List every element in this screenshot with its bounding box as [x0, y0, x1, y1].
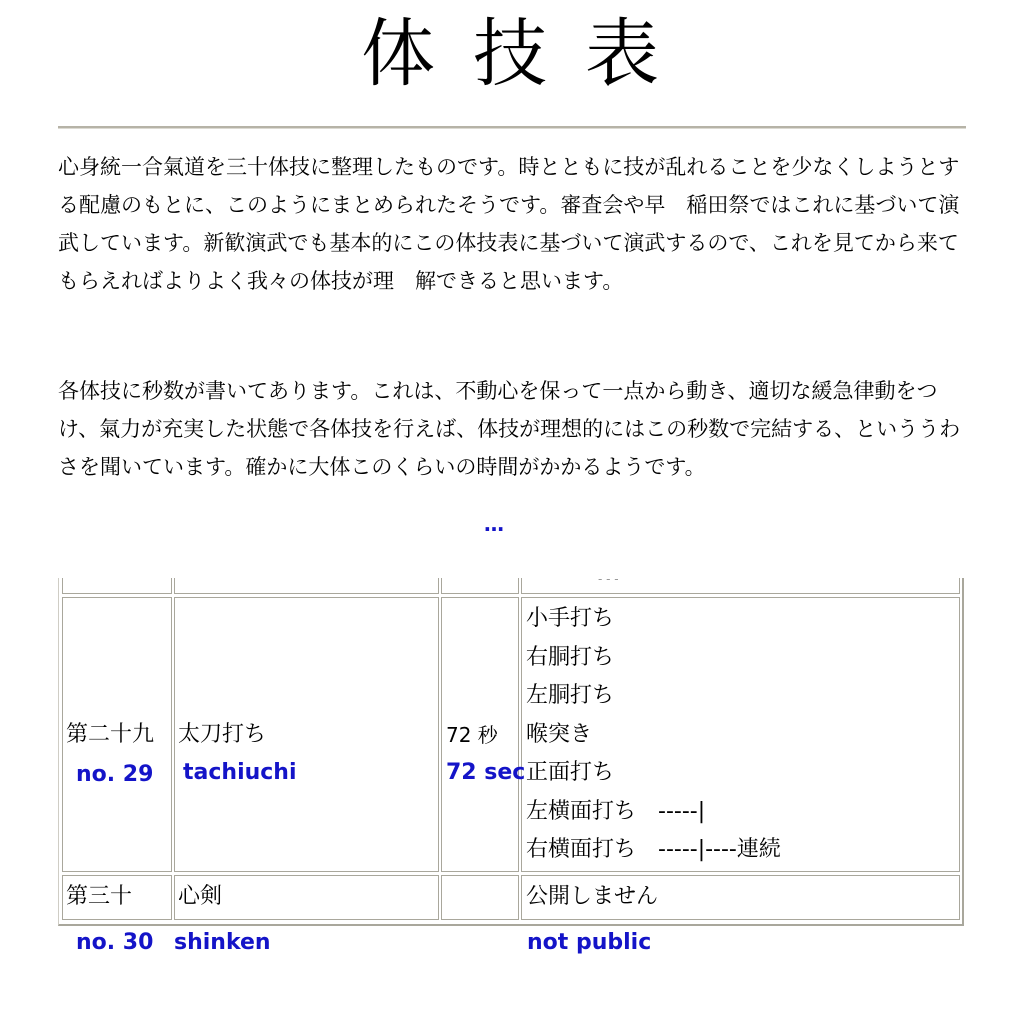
intro-paragraph-2: 各体技に秒数が書いてあります。これは、不動心を保って一点から動き、適切な緩急律動をつけ、氣力が充実した状態で各体技を行えば、体技が理想的にはこの秒数で完結する、といううわさを聞いています。確かに大体このくらいの時間がかかるようです。	[58, 379, 961, 479]
ellipsis-marker: …	[484, 512, 505, 536]
row30-number: 第三十	[66, 884, 133, 909]
table-cell-cut	[441, 578, 519, 594]
page-title: 体技表	[361, 11, 697, 97]
row29-time-en: 72 sec	[446, 760, 526, 785]
row30-name: 心剣	[178, 884, 223, 909]
row30-name-en: shinken	[174, 930, 271, 955]
technique-item: 左胴打ち	[526, 683, 615, 708]
row30-techniques: 公開しません	[526, 884, 659, 909]
technique-item: 正面打ち	[526, 760, 615, 785]
technique-item: 右胴打ち	[526, 644, 615, 670]
technique-item: 喉突き	[526, 721, 593, 747]
row29-name-en: tachiuchi	[183, 760, 297, 785]
intro-paragraph-1: 心身統一合氣道を三十体技に整理したものです。時とともに技が乱れることを少なくしようとする配慮のもとに、このようにまとめられたそうです。審査会や早 稲田祭ではこれに基づいて演武しています。新歓演武でも基本的にこの体技表に基づいて演武するので、これを見てから来てもらえればよりよく我々の体技が理 解できると思います。	[58, 155, 960, 293]
row29-number: 第二十九	[66, 722, 155, 747]
cut-off-text-fragment: ‐ ‐ ‐	[598, 572, 619, 586]
row29-number-en: no. 29	[76, 762, 154, 787]
row29-name: 太刀打ち	[178, 722, 267, 747]
table-cell-cut	[521, 578, 960, 594]
row29-technique-list	[526, 600, 781, 870]
table-cell	[441, 875, 519, 920]
table-cell-cut	[174, 578, 439, 594]
row30-number-en: no. 30	[76, 930, 154, 955]
row29-time: 72 秒	[446, 723, 498, 747]
technique-item: 左横面打ち -----|	[526, 798, 706, 824]
row30-techniques-en: not public	[527, 930, 652, 955]
horizontal-rule	[58, 126, 966, 129]
technique-item: 小手打ち	[526, 606, 615, 631]
table-cell-cut	[62, 578, 172, 594]
technique-item: 右横面打ち -----|----連続	[526, 837, 781, 862]
